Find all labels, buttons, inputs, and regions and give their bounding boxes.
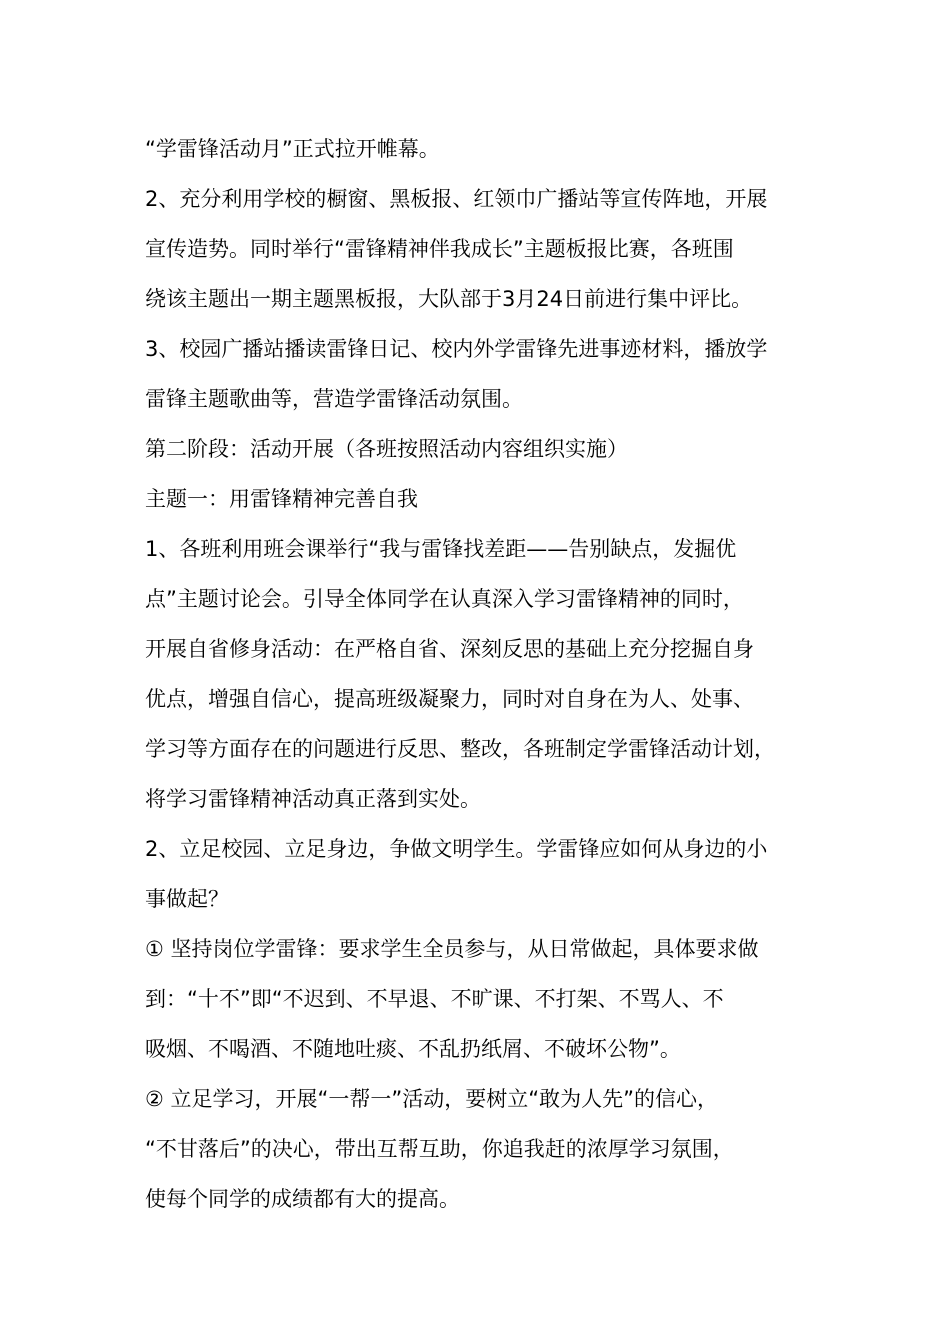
text-line-21: “不甘落后”的决心，带出互帮互助，你追我赶的浓厚学习氛围， <box>145 1137 734 1161</box>
text-line-17: ① 坚持岗位学雷锋：要求学生全员参与，从日常做起，具体要求做 <box>145 937 759 961</box>
theme-heading-one: 主题一：用雷锋精神完善自我 <box>145 487 418 511</box>
text-line-22: 使每个同学的成绩都有大的提高。 <box>145 1187 460 1211</box>
text-line-14: 将学习雷锋精神活动真正落到实处。 <box>145 787 481 811</box>
text-line-9: 1、各班利用班会课举行“我与雷锋找差距——告别缺点，发掘优 <box>145 537 737 561</box>
text-line-1: “学雷锋活动月”正式拉开帷幕。 <box>145 137 440 161</box>
text-line-13: 学习等方面存在的问题进行反思、整改，各班制定学雷锋活动计划， <box>145 737 775 761</box>
text-line-19: 吸烟、不喝酒、不随地吐痰、不乱扔纸屑、不破坏公物”。 <box>145 1037 681 1061</box>
text-line-11: 开展自省修身活动：在严格自省、深刻反思的基础上充分挖掘自身 <box>145 637 754 661</box>
section-heading-stage-two: 第二阶段：活动开展（各班按照活动内容组织实施） <box>145 437 628 461</box>
text-line-16: 事做起？ <box>145 887 229 911</box>
text-line-18: 到：“十不”即“不迟到、不早退、不旷课、不打架、不骂人、不 <box>145 987 724 1011</box>
text-line-15: 2、立足校园、立足身边，争做文明学生。学雷锋应如何从身边的小 <box>145 837 768 861</box>
text-line-12: 优点，增强自信心，提高班级凝聚力，同时对自身在为人、处事、 <box>145 687 754 711</box>
text-line-6: 雷锋主题歌曲等，营造学雷锋活动氛围。 <box>145 387 523 411</box>
text-line-4: 绕该主题出一期主题黑板报，大队部于3月24日前进行集中评比。 <box>145 287 753 311</box>
text-line-20: ② 立足学习，开展“一帮一”活动，要树立“敢为人先”的信心， <box>145 1087 719 1111</box>
text-line-2: 2、充分利用学校的橱窗、黑板报、红领巾广播站等宣传阵地，开展 <box>145 187 768 211</box>
text-line-5: 3、校园广播站播读雷锋日记、校内外学雷锋先进事迹材料，播放学 <box>145 337 768 361</box>
text-line-10: 点”主题讨论会。引导全体同学在认真深入学习雷锋精神的同时， <box>145 587 744 611</box>
text-line-3: 宣传造势。同时举行“雷锋精神伴我成长”主题板报比赛，各班围 <box>145 237 734 261</box>
